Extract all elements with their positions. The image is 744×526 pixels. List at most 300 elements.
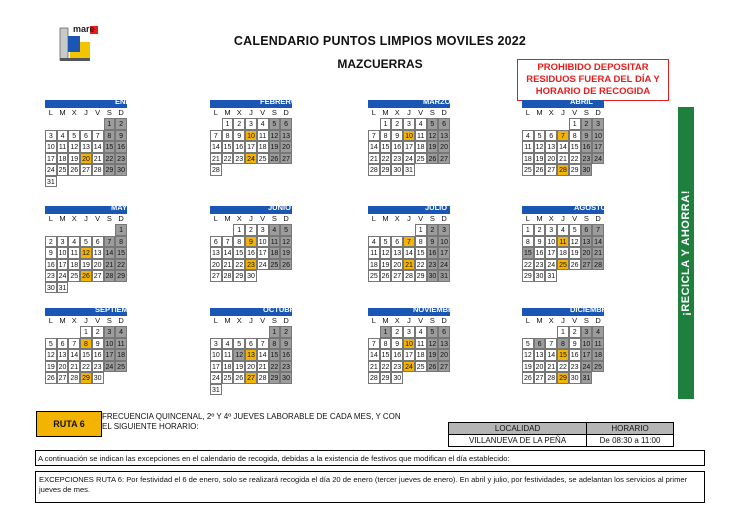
week-row [368,236,450,248]
week-row [522,141,604,153]
exceptions-intro: A continuación se indican las excepciones en el calendario de recogida, debidas a la existencia de festivos que modifican el día establecido: [35,450,705,466]
weekday-letter: X [394,214,400,223]
day-cell: 18 [368,259,380,271]
day-cell: 9 [45,247,57,259]
day-cell: 3 [45,130,57,142]
day-cell: 25 [415,361,427,373]
day-cell: 5 [427,118,439,130]
day-cell: 18 [557,247,569,259]
day-cell: 4 [115,326,127,338]
day-cell: 12 [569,236,581,248]
weekday-letter: M [536,214,543,223]
day-cell: 21 [592,247,604,259]
day-cell: 22 [415,259,427,271]
day-cell: 5 [269,118,281,130]
week-row [45,153,127,165]
weekday-letter: L [371,316,376,325]
week-row [522,164,604,176]
calendar-title: CALENDARIO PUNTOS LIMPIOS MOVILES 2022 [233,34,527,48]
day-cell: 6 [545,130,557,142]
day-cell: 6 [57,338,69,350]
day-cell: 20 [581,247,593,259]
day-cell: 17 [257,247,269,259]
day-cell: 5 [534,130,546,142]
empty-cell [222,326,234,338]
weekday-letter: J [407,316,411,325]
day-cell: 3 [57,236,69,248]
day-cell: 6 [438,118,450,130]
week-row [522,153,604,165]
collection-day: 15 [557,349,569,361]
day-cell: 9 [391,130,403,142]
day-cell: 22 [522,259,534,271]
week-row [210,247,292,259]
weekday-letter: J [84,316,88,325]
day-cell: 1 [269,326,281,338]
day-cell: 19 [522,361,534,373]
day-cell: 24 [403,153,415,165]
day-cell: 26 [68,164,80,176]
day-cell: 6 [391,236,403,248]
day-cell: 28 [545,372,557,384]
day-cell: 12 [427,338,439,350]
day-cell: 27 [57,372,69,384]
day-cell: 23 [581,153,593,165]
weekday-letter: L [213,316,218,325]
empty-cell [368,326,380,338]
day-cell: 12 [380,247,392,259]
weekday-letter: J [249,316,253,325]
locality-header: LOCALIDAD [449,423,587,435]
month-name: JUNIO [268,203,291,212]
day-cell: 28 [92,164,104,176]
weekday-letter: J [561,214,565,223]
day-cell: 8 [115,236,127,248]
day-cell: 6 [210,236,222,248]
collection-day: 23 [245,259,257,271]
day-cell: 22 [115,259,127,271]
day-cell: 13 [280,130,292,142]
week-row [368,118,450,130]
empty-cell [545,326,557,338]
day-cell: 1 [222,118,234,130]
day-cell: 13 [391,247,403,259]
weekday-letter: S [106,214,112,223]
day-cell: 20 [438,349,450,361]
day-cell: 7 [368,338,380,350]
day-cell: 29 [380,164,392,176]
weekday-letter: S [271,316,277,325]
weekday-letter: S [583,316,589,325]
week-row [210,259,292,271]
week-row [45,372,127,384]
weekday-letter: S [429,108,435,117]
day-cell: 27 [210,270,222,282]
weekday-letter: L [48,108,53,117]
weekday-letter: L [525,214,530,223]
week-row [522,247,604,259]
weekday-letter: V [418,108,424,117]
day-cell: 17 [104,349,116,361]
day-cell: 17 [245,141,257,153]
month-header-bar [368,97,451,108]
day-cell: 4 [222,338,234,350]
day-cell: 7 [592,224,604,236]
day-cell: 2 [280,326,292,338]
collection-day: 12 [80,247,92,259]
weekday-header [45,214,127,224]
weekday-letter: X [71,316,77,325]
day-cell: 1 [557,326,569,338]
day-cell: 19 [68,153,80,165]
day-cell: 3 [592,118,604,130]
collection-day: 28 [557,164,569,176]
day-cell: 6 [438,326,450,338]
weekday-header [368,316,450,326]
day-cell: 25 [115,361,127,373]
day-cell: 11 [68,247,80,259]
month-name: DICIEMBRE [570,305,613,314]
week-row [368,247,450,259]
weekday-letter: L [525,108,530,117]
month-enero [45,97,142,187]
day-cell: 28 [104,270,116,282]
weekday-letter: M [536,316,543,325]
day-cell: 11 [415,130,427,142]
day-cell: 21 [557,153,569,165]
day-cell: 21 [104,259,116,271]
empty-cell [403,224,415,236]
day-cell: 28 [368,164,380,176]
week-row [210,153,292,165]
day-cell: 29 [115,270,127,282]
empty-cell [545,118,557,130]
day-cell: 1 [233,224,245,236]
weekday-letter: D [118,108,124,117]
week-row [45,141,127,153]
day-cell: 13 [80,141,92,153]
weekday-letter: S [106,108,112,117]
day-cell: 6 [92,236,104,248]
weekday-letter: M [59,214,66,223]
day-cell: 29 [269,372,281,384]
collection-day: 21 [403,259,415,271]
day-cell: 7 [222,236,234,248]
weekday-letter: S [583,108,589,117]
weekday-header [45,316,127,326]
month-julio [368,203,450,282]
weekday-letter: M [382,214,389,223]
weekday-letter: D [283,214,289,223]
day-cell: 18 [415,141,427,153]
day-cell: 5 [45,338,57,350]
weekday-letter: M [224,108,231,117]
day-cell: 23 [569,361,581,373]
weekday-letter: S [429,316,435,325]
day-cell: 2 [391,326,403,338]
day-cell: 3 [210,338,222,350]
day-cell: 4 [257,118,269,130]
day-cell: 6 [280,118,292,130]
weekday-letter: X [548,214,554,223]
weekday-letter: V [418,316,424,325]
day-cell: 5 [427,326,439,338]
day-cell: 2 [45,236,57,248]
empty-cell [534,326,546,338]
weekday-letter: S [106,316,112,325]
empty-cell [233,326,245,338]
week-row [45,282,127,294]
empty-cell [257,326,269,338]
empty-cell [210,118,222,130]
day-cell: 14 [210,141,222,153]
day-cell: 23 [233,153,245,165]
day-cell: 3 [257,224,269,236]
frequency-line-2: EL SIGUIENTE HORARIO: [102,422,199,431]
day-cell: 16 [391,141,403,153]
collection-day: 7 [403,236,415,248]
weekday-header [522,214,604,224]
month-name: AGOSTO [574,203,607,212]
day-cell: 27 [438,153,450,165]
day-cell: 20 [438,141,450,153]
day-cell: 2 [581,118,593,130]
schedule-header: HORARIO [587,423,674,435]
day-cell: 31 [581,372,593,384]
month-noviembre [368,305,459,384]
weekday-letter: X [394,316,400,325]
empty-cell [68,224,80,236]
recycle-banner [678,107,694,399]
weekday-letter: V [572,214,578,223]
weekday-letter: X [71,108,77,117]
day-cell: 30 [45,282,57,294]
day-cell: 21 [257,361,269,373]
day-cell: 25 [415,153,427,165]
day-cell: 20 [534,361,546,373]
day-cell: 25 [222,372,234,384]
day-cell: 16 [569,349,581,361]
day-cell: 26 [280,259,292,271]
day-cell: 28 [210,164,222,176]
weekday-letter: V [95,316,101,325]
collection-day: 10 [403,338,415,350]
day-cell: 7 [104,236,116,248]
day-cell: 18 [415,349,427,361]
weekday-letter: J [84,214,88,223]
day-cell: 16 [534,247,546,259]
day-cell: 17 [45,153,57,165]
weekday-letter: J [407,108,411,117]
week-row [45,164,127,176]
day-cell: 15 [380,349,392,361]
weekday-letter: D [595,214,601,223]
day-cell: 20 [280,141,292,153]
day-cell: 31 [403,164,415,176]
weekday-letter: D [441,214,447,223]
day-cell: 29 [380,372,392,384]
week-row [368,372,450,384]
day-cell: 24 [45,164,57,176]
day-cell: 8 [269,338,281,350]
day-cell: 10 [581,338,593,350]
month-header-bar [45,203,133,214]
month-name: MARZO [423,97,451,106]
empty-cell [245,326,257,338]
day-cell: 22 [222,153,234,165]
day-cell: 19 [569,247,581,259]
day-cell: 20 [391,259,403,271]
month-name: MAYO [111,203,133,212]
collection-day: 8 [80,338,92,350]
day-cell: 7 [257,338,269,350]
weekday-letter: V [572,108,578,117]
weekday-letter: J [249,108,253,117]
day-cell: 16 [245,247,257,259]
weekday-letter: M [59,316,66,325]
day-cell: 3 [245,118,257,130]
week-row [210,130,292,142]
day-cell: 16 [391,349,403,361]
route-frequency [102,412,402,432]
weekday-letter: V [418,214,424,223]
weekday-header [368,108,450,118]
day-cell: 18 [522,153,534,165]
day-cell: 26 [233,372,245,384]
day-cell: 24 [257,259,269,271]
weekday-letter: V [260,316,266,325]
month-header-bar [522,203,607,214]
day-cell: 8 [222,130,234,142]
day-cell: 8 [380,338,392,350]
collection-day: 29 [80,372,92,384]
day-cell: 9 [569,338,581,350]
exceptions-text: EXCEPCIONES RUTA 6: Por festividad el 6 de enero, solo se realizará recogida el día 20 de enero (tercer jueves de enero). En abril y julio, por festividades, se adelantan los servicios al primer jueves de mes. [35,471,705,503]
weekday-letter: X [71,214,77,223]
empty-cell [210,326,222,338]
weekday-letter: S [583,214,589,223]
day-cell: 15 [104,141,116,153]
schedule-value: De 08:30 a 11:00 [587,435,674,447]
day-cell: 14 [257,349,269,361]
month-header-bar [210,97,297,108]
weekday-letter: X [236,214,242,223]
week-row [522,236,604,248]
month-name: JULIO [425,203,448,212]
week-row [368,224,450,236]
day-cell: 23 [534,259,546,271]
empty-cell [57,224,69,236]
weekday-letter: D [118,316,124,325]
collection-day: 25 [557,259,569,271]
day-cell: 1 [380,118,392,130]
day-cell: 30 [391,164,403,176]
day-cell: 26 [427,153,439,165]
day-cell: 14 [557,141,569,153]
day-cell: 26 [569,259,581,271]
day-cell: 23 [115,153,127,165]
collection-day: 7 [557,130,569,142]
empty-cell [557,118,569,130]
day-cell: 4 [592,326,604,338]
day-cell: 8 [569,130,581,142]
week-row [368,164,450,176]
month-name: SEPTIEMBRE [95,305,144,314]
day-cell: 29 [104,164,116,176]
day-cell: 8 [233,236,245,248]
day-cell: 9 [92,338,104,350]
day-cell: 19 [427,349,439,361]
day-cell: 17 [545,247,557,259]
day-cell: 21 [545,361,557,373]
day-cell: 25 [522,164,534,176]
day-cell: 16 [233,141,245,153]
day-cell: 9 [427,236,439,248]
week-row [368,130,450,142]
day-cell: 20 [92,259,104,271]
day-cell: 13 [92,247,104,259]
day-cell: 22 [104,153,116,165]
day-cell: 21 [368,361,380,373]
collection-day: 10 [403,130,415,142]
day-cell: 5 [80,236,92,248]
day-cell: 27 [438,361,450,373]
day-cell: 30 [534,270,546,282]
day-cell: 5 [233,338,245,350]
weekday-letter: V [95,108,101,117]
week-row [210,361,292,373]
day-cell: 17 [438,247,450,259]
day-cell: 20 [57,361,69,373]
day-cell: 18 [68,259,80,271]
day-cell: 19 [80,259,92,271]
empty-cell [222,224,234,236]
day-cell: 17 [57,259,69,271]
week-row [45,270,127,282]
day-cell: 14 [222,247,234,259]
day-cell: 4 [415,326,427,338]
day-cell: 13 [438,338,450,350]
weekday-letter: J [249,214,253,223]
day-cell: 25 [257,153,269,165]
day-cell: 16 [115,141,127,153]
day-cell: 4 [57,130,69,142]
weekday-letter: V [260,214,266,223]
day-cell: 26 [45,372,57,384]
week-row [368,338,450,350]
day-cell: 1 [569,118,581,130]
day-cell: 6 [534,338,546,350]
weekday-letter: J [407,214,411,223]
week-row [522,372,604,384]
day-cell: 25 [68,270,80,282]
day-cell: 1 [522,224,534,236]
empty-cell [391,224,403,236]
empty-cell [45,224,57,236]
municipality-title: MAZCUERRAS [337,57,423,71]
week-row [210,372,292,384]
week-row [45,118,127,130]
day-cell: 3 [104,326,116,338]
weekday-letter: V [95,214,101,223]
collection-day: 24 [245,153,257,165]
warning-line-1: PROHIBIDO DEPOSITAR [537,62,649,73]
week-row [210,349,292,361]
day-cell: 4 [557,224,569,236]
day-cell: 27 [80,164,92,176]
day-cell: 18 [257,141,269,153]
logo-text: mare [73,24,95,34]
